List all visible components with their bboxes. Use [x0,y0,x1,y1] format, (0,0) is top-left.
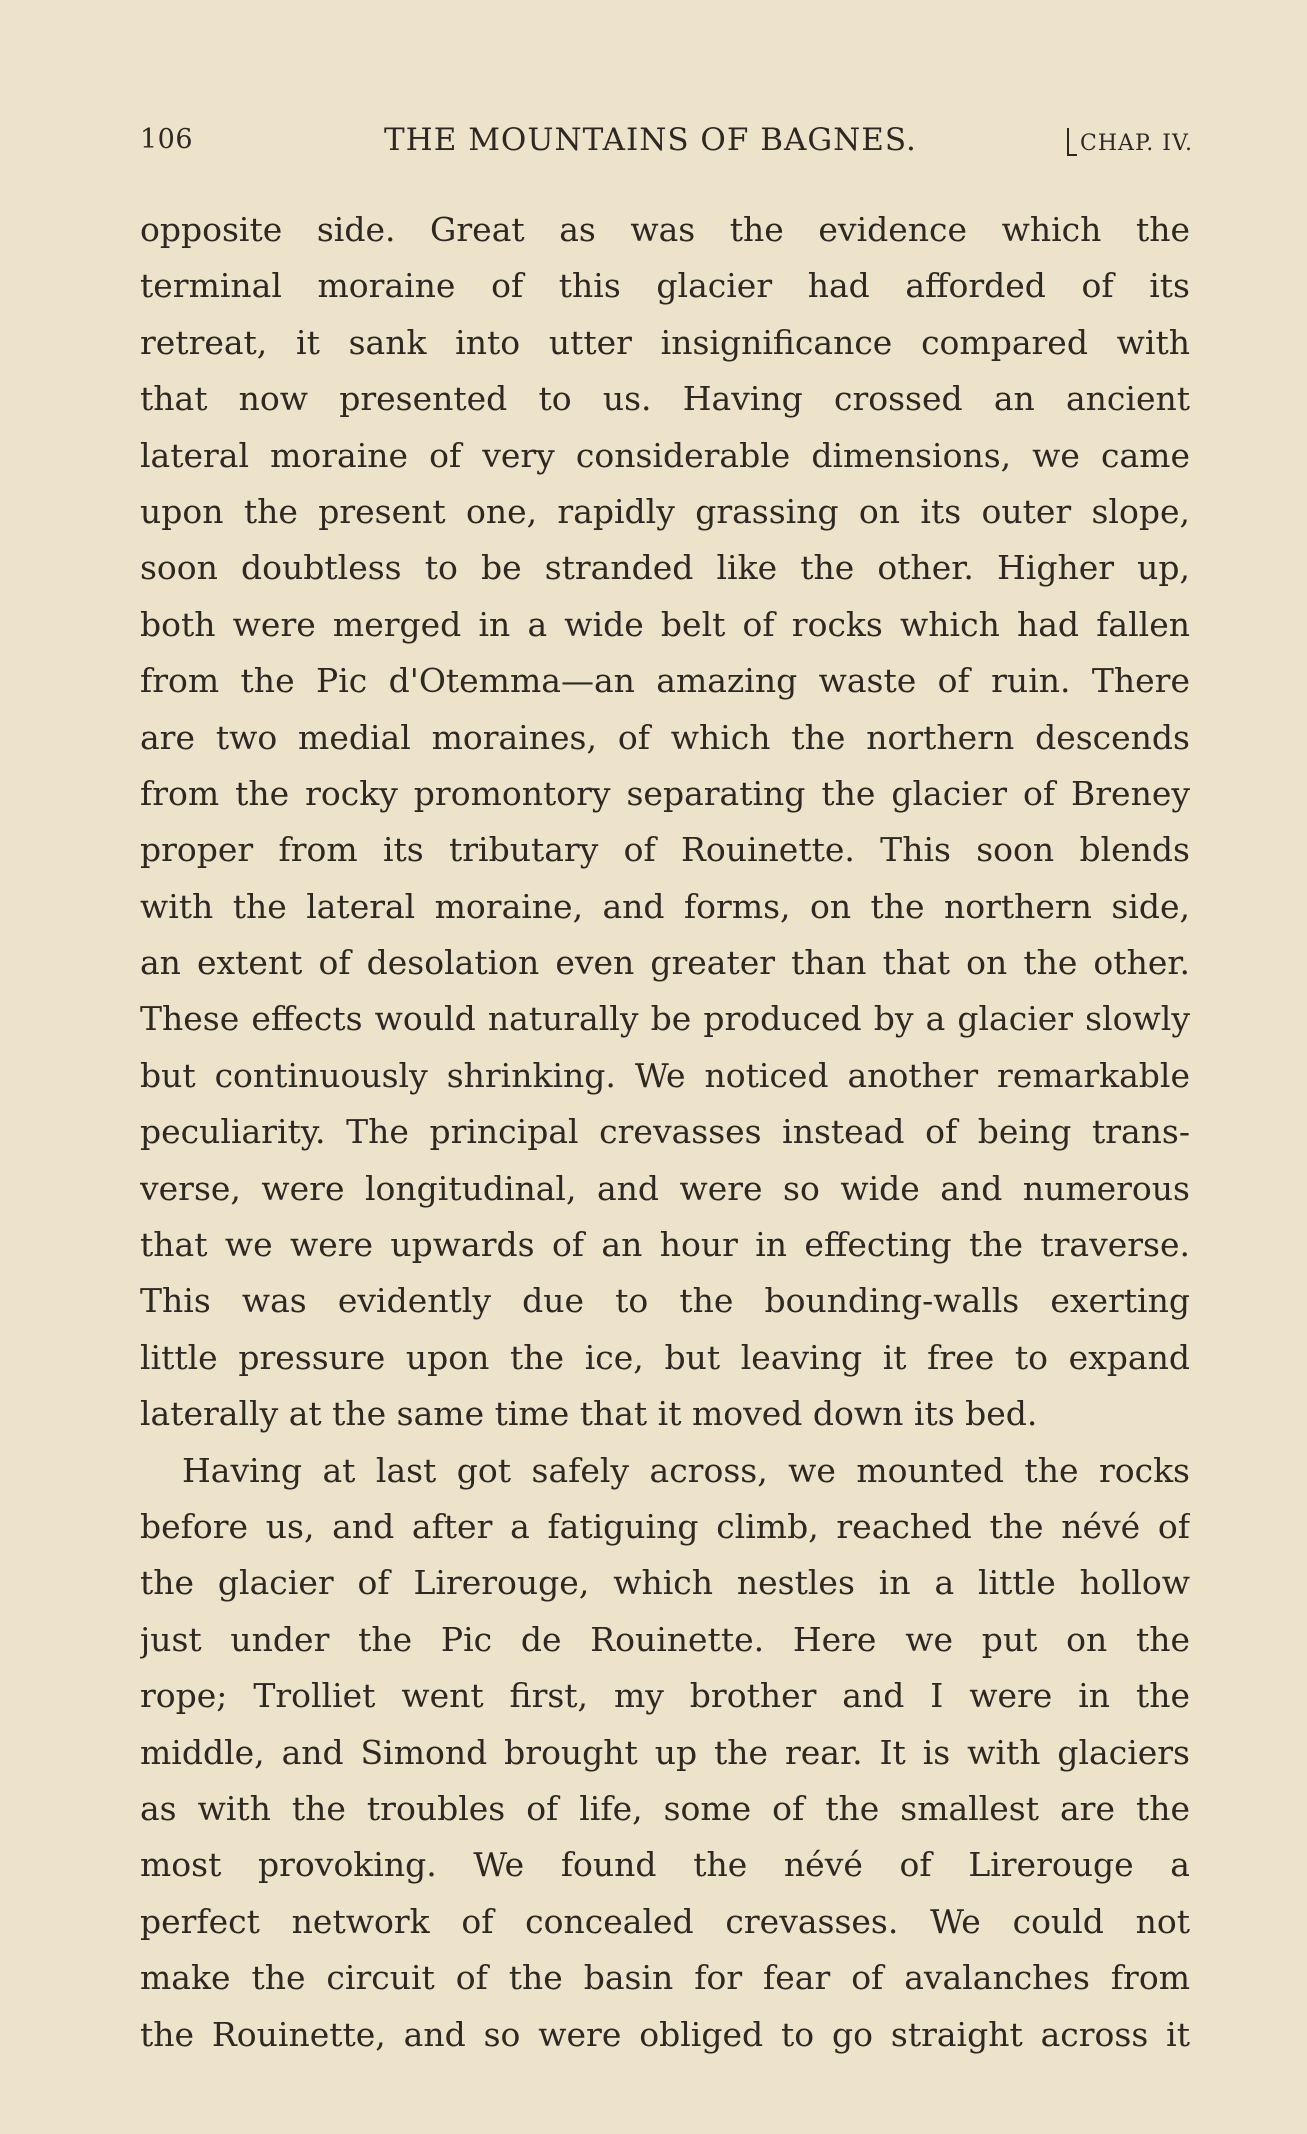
text-line: laterally at the same time that it moved down its bed. [140,1394,1038,1434]
text-line: verse, were longitudinal, and were so wide and numerous [140,1168,1190,1208]
text-line: an extent of desolation even greater than that on the other. [140,943,1190,983]
chapter-label: CHAP. IV. [1080,131,1193,156]
text-line: from the rocky promontory separating the glacier of Breney [140,773,1190,813]
running-head [140,122,1193,162]
text-line: with the lateral moraine, and forms, on the northern side, [140,886,1190,926]
text-line: opposite side. Great as was the evidence which the [140,210,1190,249]
text-line: This was evidently due to the bounding-walls exerting [140,1281,1190,1321]
text-line: from the Pic d'Otemma—an amazing waste of ruin. There [140,661,1190,701]
text-line: that we were upwards of an hour in effecting the traverse. [140,1225,1190,1265]
text-line: are two medial moraines, of which the northern descends [140,717,1190,757]
text-line: but continuously shrinking. We noticed another remarkable [140,1055,1190,1095]
running-title: THE MOUNTAINS OF BAGNES. [384,122,917,158]
text-line: the glacier of Lirerouge, which nestles in a little hollow [140,1563,1190,1603]
text-line: as with the troubles of life, some of the smallest are the [140,1788,1190,1828]
text-line: most provoking. We found the névé of Lirerouge a [140,1845,1190,1885]
text-line: rope; Trolliet went first, my brother and I were in the [140,1676,1190,1716]
paragraph-2 [140,1443,1190,2063]
body-text [140,202,1190,2063]
bracket-mark [1067,128,1077,156]
text-line: soon doubtless to be stranded like the other. Higher up, [140,548,1190,588]
text-line: lateral moraine of very considerable dimensions, we came [140,435,1190,475]
text-line: perfect network of concealed crevasses. We could not [140,1901,1190,1941]
text-line: little pressure upon the ice, but leaving it free to expand [140,1337,1190,1377]
text-line: proper from its tributary of Rouinette. This soon blends [140,830,1190,870]
text-line: make the circuit of the basin for fear of avalanches from [140,1958,1190,1998]
text-line: middle, and Simond brought up the rear. It is with glaciers [140,1732,1190,1772]
text-line: both were merged in a wide belt of rocks which had fallen [140,604,1190,644]
text-line: that now presented to us. Having crossed an ancient [140,379,1190,419]
text-line: retreat, it sank into utter insignificance compared with [140,322,1190,362]
paragraph-1 [140,202,1190,1443]
chapter-reference [1067,128,1193,156]
text-line: the Rouinette, and so were obliged to go straight across it [140,2014,1190,2054]
text-line: upon the present one, rapidly grassing on its outer slope, [140,491,1190,531]
page-number: 106 [140,124,194,155]
text-line: before us, and after a fatiguing climb, reached the névé of [140,1506,1190,1546]
text-line: These effects would naturally be produced by a glacier slowly [140,999,1190,1039]
text-line: terminal moraine of this glacier had afforded of its [140,266,1190,306]
text-line: peculiarity. The principal crevasses instead of being trans- [140,1112,1190,1152]
text-line: just under the Pic de Rouinette. Here we put on the [140,1619,1190,1659]
text-line: Having at last got safely across, we mounted the rocks [182,1450,1190,1490]
